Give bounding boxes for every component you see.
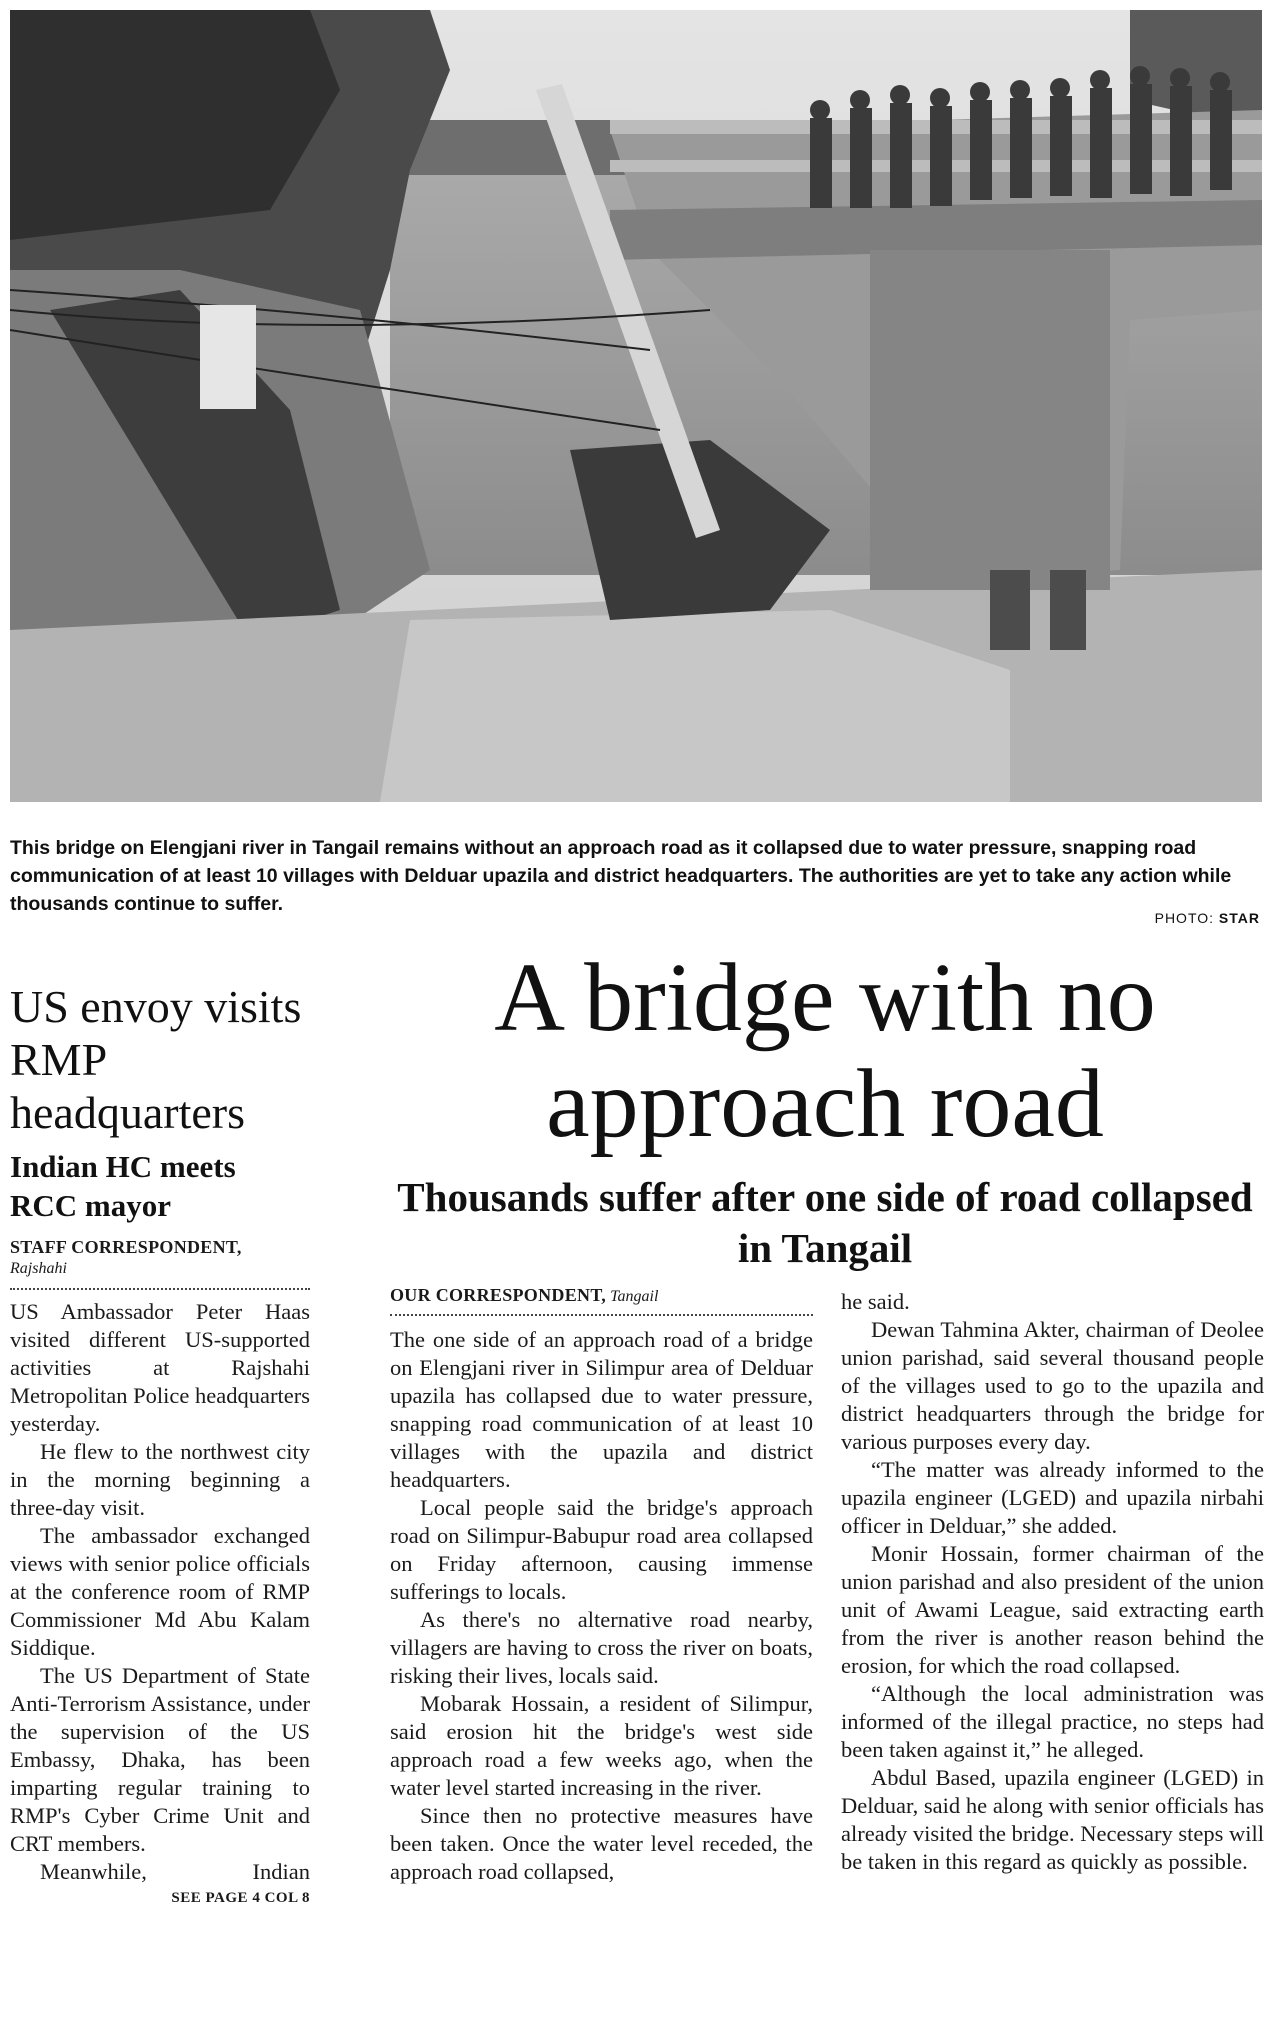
paragraph: The one side of an approach road of a bridge on Elengjani river in Silimpur area of Delduar upazila has collapsed due to water pressure, snapping road communication of at least 10 villages with the upazila and district headquarters. <box>390 1327 813 1492</box>
photo-caption: This bridge on Elengjani river in Tangail remains without an approach road as it collapsed due to water pressure, snapping road communication of at least 10 villages with Delduar upazila and district headquarters. The authorities are yet to take any action while thousands continue to suffer. <box>10 837 1232 915</box>
paragraph: Since then no protective measures have been taken. Once the water level receded, the approach road collapsed, <box>390 1803 813 1884</box>
photo-credit-prefix: PHOTO: <box>1154 910 1219 926</box>
paragraph: The ambassador exchanged views with senior police officials at the conference room of RMP Commissioner Md Abu Kalam Siddique. <box>10 1523 310 1660</box>
paragraph: He flew to the northwest city in the morning beginning a three-day visit. <box>10 1439 310 1520</box>
paragraph: “Although the local administration was informed of the illegal practice, no steps had been taken against it,” he alleged. <box>841 1681 1264 1762</box>
paragraph: Mobarak Hossain, a resident of Silimpur, said erosion hit the bridge's west side approach road a few weeks ago, when the water level started increasing in the river. <box>390 1691 813 1800</box>
main-story-body-1 <box>390 1326 813 1886</box>
photo-credit-source: STAR <box>1218 910 1260 926</box>
main-story-location: Tangail <box>610 1288 659 1305</box>
paragraph: Local people said the bridge's approach road on Silimpur-Babupur road area collapsed on Friday afternoon, causing immense sufferings to locals. <box>390 1495 813 1604</box>
paragraph: Abdul Based, upazila engineer (LGED) in Delduar, said he along with senior officials has already visited the bridge. Necessary steps will be taken in this regard as quickly as possible. <box>841 1765 1264 1874</box>
paragraph: he said. <box>841 1289 910 1314</box>
main-headline: A bridge with no approach road <box>494 944 1156 1158</box>
main-story-column-2 <box>841 1288 1264 1876</box>
paragraph: As there's no alternative road nearby, villagers are having to cross the river on boats, risking their lives, locals said. <box>390 1607 813 1688</box>
paragraph: Monir Hossain, former chairman of the union parishad and also president of the union unit of Awami League, said extracting earth from the river is another reason behind the erosion, for which the road collapsed. <box>841 1541 1264 1678</box>
paragraph: US Ambassador Peter Haas visited different US-supported activities at Rajshahi Metropolitan Police headquarters yesterday. <box>10 1299 310 1436</box>
bridge-photo <box>10 10 1262 802</box>
main-story-byline-row <box>390 1285 813 1306</box>
paragraph: The US Department of State Anti-Terrorism Assistance, under the supervision of the US Embassy, Dhaka, has been imparting regular training to RMP's Cyber Crime Unit and CRT members. <box>10 1663 310 1856</box>
side-story <box>10 980 310 1907</box>
paragraph: Dewan Tahmina Akter, chairman of Deolee union parishad, said several thousand people of the villages used to go to the upazila and district headquarters through the bridge for various purposes every day. <box>841 1317 1264 1454</box>
side-story-byline: STAFF CORRESPONDENT, <box>10 1237 242 1257</box>
side-story-body <box>10 1298 310 1886</box>
main-subhead: Thousands suffer after one side of road collapsed in Tangail <box>397 1174 1253 1271</box>
byline-divider <box>10 1288 310 1290</box>
side-story-headline: US envoy visits RMP headquarters <box>10 981 302 1138</box>
paragraph: “The matter was already informed to the upazila engineer (LGED) and upazila nirbahi officer in Delduar,” she added. <box>841 1457 1264 1538</box>
side-story-location: Rajshahi <box>10 1260 67 1277</box>
main-story-byline: OUR CORRESPONDENT, <box>390 1285 607 1305</box>
photo-credit <box>1155 910 1260 926</box>
main-story-body-2 <box>841 1288 1264 1876</box>
side-story-subhead: Indian HC meets RCC mayor <box>10 1149 236 1223</box>
main-story-column-1 <box>390 1285 813 1886</box>
jump-line[interactable]: SEE PAGE 4 COL 8 <box>171 1890 310 1906</box>
paragraph: Meanwhile, Indian <box>40 1859 310 1884</box>
byline-divider <box>390 1314 813 1316</box>
